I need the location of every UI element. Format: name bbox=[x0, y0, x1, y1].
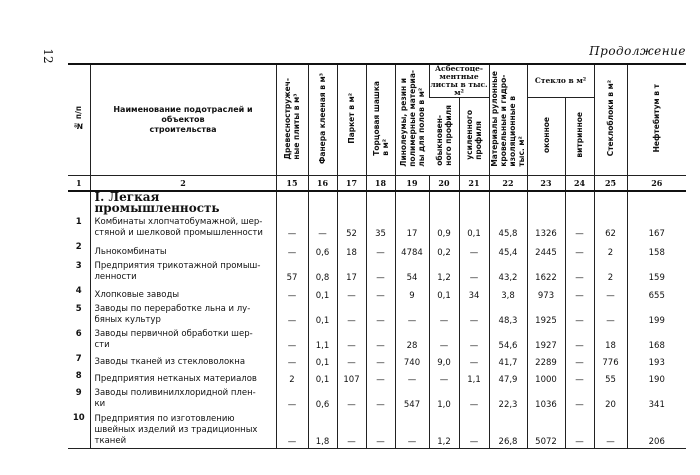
header-c22: Материалы рулонные кровельные и гидро- изоляционные в тыс. м² bbox=[489, 64, 527, 176]
cell-value: — bbox=[276, 327, 308, 352]
cell-value: 1,2 bbox=[429, 411, 459, 448]
row-name: Льнокомбинаты bbox=[90, 240, 276, 259]
row-number: 8 bbox=[75, 371, 82, 381]
header-c18: Торцовая шашка в м² bbox=[366, 64, 395, 176]
cell-value: 0,1 bbox=[308, 369, 337, 386]
col-number: 26 bbox=[627, 176, 686, 192]
cell-value: 52 bbox=[337, 215, 366, 240]
col-number: 15 bbox=[276, 176, 308, 192]
cell-value: 0,1 bbox=[308, 352, 337, 369]
cell-value: — bbox=[366, 284, 395, 302]
col-number: 20 bbox=[429, 176, 459, 192]
col-number: 18 bbox=[366, 176, 395, 192]
cell-value: 168 bbox=[627, 327, 686, 352]
cell-value: — bbox=[366, 369, 395, 386]
cell-value: — bbox=[594, 411, 627, 448]
col-number: 23 bbox=[527, 176, 565, 192]
col-number: 21 bbox=[459, 176, 489, 192]
header-c20: обыкновен- ного профиля bbox=[434, 104, 453, 166]
cell-value: 776 bbox=[594, 352, 627, 369]
cell-value: 57 bbox=[276, 259, 308, 284]
cell-value: — bbox=[366, 386, 395, 411]
cell-value: — bbox=[276, 386, 308, 411]
section-row bbox=[68, 191, 686, 215]
cell-value: 740 bbox=[395, 352, 429, 369]
cell-value: 43,2 bbox=[489, 259, 527, 284]
col-number: 25 bbox=[594, 176, 627, 192]
row-number: 9 bbox=[75, 388, 82, 398]
table-row bbox=[68, 302, 686, 327]
cell-value: 2445 bbox=[527, 240, 565, 259]
cell-value: 0,2 bbox=[429, 240, 459, 259]
cell-value: — bbox=[366, 240, 395, 259]
header-c19: Линолеумы, резин и полимерные материа- лы для полов в м² bbox=[395, 64, 429, 176]
cell-value: — bbox=[565, 352, 594, 369]
cell-value: 62 bbox=[594, 215, 627, 240]
table-row bbox=[68, 369, 686, 386]
cell-value: 547 bbox=[395, 386, 429, 411]
cell-value: — bbox=[594, 302, 627, 327]
row-name: Заводы первичной обработки шер- сти bbox=[90, 327, 276, 352]
cell-value: 45,4 bbox=[489, 240, 527, 259]
cell-value: — bbox=[337, 411, 366, 448]
col-number: 17 bbox=[337, 176, 366, 192]
row-name: Комбинаты хлопчатобумажной, шер- стяной и шелковой промышленности bbox=[90, 215, 276, 240]
cell-value: 0,6 bbox=[308, 240, 337, 259]
row-name: Предприятия нетканых материалов bbox=[90, 369, 276, 386]
cell-value: — bbox=[565, 284, 594, 302]
cell-value: 0,1 bbox=[459, 215, 489, 240]
cell-value: — bbox=[459, 411, 489, 448]
cell-value: 0,1 bbox=[308, 302, 337, 327]
cell-value: 193 bbox=[627, 352, 686, 369]
cell-value: 1927 bbox=[527, 327, 565, 352]
table-row bbox=[68, 284, 686, 302]
row-number: 7 bbox=[75, 354, 82, 364]
cell-value: 1925 bbox=[527, 302, 565, 327]
row-name: Хлопковые заводы bbox=[90, 284, 276, 302]
col-number: 19 bbox=[395, 176, 429, 192]
cell-value: 34 bbox=[459, 284, 489, 302]
cell-value: 20 bbox=[594, 386, 627, 411]
cell-value: 206 bbox=[627, 411, 686, 448]
cell-value: 1326 bbox=[527, 215, 565, 240]
cell-value: 1,1 bbox=[459, 369, 489, 386]
cell-value: 17 bbox=[337, 259, 366, 284]
continuation-label: Продолжение bbox=[589, 44, 686, 58]
cell-value: 9 bbox=[395, 284, 429, 302]
cell-value: 17 bbox=[395, 215, 429, 240]
table-row bbox=[68, 352, 686, 369]
header-c25: Стеклоблоки в м² bbox=[594, 64, 627, 176]
cell-value: — bbox=[276, 240, 308, 259]
row-number: 3 bbox=[75, 261, 82, 271]
page-number: 12 bbox=[41, 48, 55, 64]
row-number: 5 bbox=[75, 304, 82, 314]
cell-value: 1,1 bbox=[308, 327, 337, 352]
cell-value: 47,9 bbox=[489, 369, 527, 386]
cell-value: 159 bbox=[627, 259, 686, 284]
cell-value: 1036 bbox=[527, 386, 565, 411]
cell-value: 1000 bbox=[527, 369, 565, 386]
cell-value: 1,8 bbox=[308, 411, 337, 448]
cell-value: — bbox=[565, 240, 594, 259]
cell-value: — bbox=[337, 386, 366, 411]
cell-value: — bbox=[565, 369, 594, 386]
table-row bbox=[68, 215, 686, 240]
cell-value: — bbox=[276, 352, 308, 369]
cell-value: 54,6 bbox=[489, 327, 527, 352]
cell-value: 1,0 bbox=[429, 386, 459, 411]
cell-value: — bbox=[429, 369, 459, 386]
header-c17: Паркет в м² bbox=[337, 64, 366, 176]
table-row bbox=[68, 259, 686, 284]
cell-value: — bbox=[429, 302, 459, 327]
row-name: Заводы по переработке льна и лу- бяных культур bbox=[90, 302, 276, 327]
cell-value: — bbox=[565, 215, 594, 240]
cell-value: 5072 bbox=[527, 411, 565, 448]
cell-value: 107 bbox=[337, 369, 366, 386]
cell-value: 9,0 bbox=[429, 352, 459, 369]
cell-value: — bbox=[459, 386, 489, 411]
cell-value: 2 bbox=[594, 240, 627, 259]
cell-value: 0,8 bbox=[308, 259, 337, 284]
table-row bbox=[68, 240, 686, 259]
header-name: Наименование подотраслей и объектов строительства bbox=[90, 64, 276, 176]
cell-value: 655 bbox=[627, 284, 686, 302]
cell-value: — bbox=[565, 302, 594, 327]
header-c16: Фанера клееная в м³ bbox=[308, 64, 337, 176]
cell-value: — bbox=[366, 259, 395, 284]
row-name: Предприятия трикотажной промыш- ленности bbox=[90, 259, 276, 284]
cell-value: — bbox=[276, 284, 308, 302]
cell-value: — bbox=[366, 411, 395, 448]
table-row bbox=[68, 386, 686, 411]
cell-value: — bbox=[366, 352, 395, 369]
cell-value: — bbox=[395, 302, 429, 327]
header-c21: усиленного профиля bbox=[459, 98, 489, 176]
row-number: 10 bbox=[68, 411, 90, 448]
row-number: 1 bbox=[75, 217, 82, 227]
row-number: 6 bbox=[75, 329, 82, 339]
row-number: 4 bbox=[75, 286, 82, 296]
row-name: Заводы поливинилхлоридной плен- ки bbox=[90, 386, 276, 411]
col-number: 22 bbox=[489, 176, 527, 192]
cell-value: — bbox=[337, 302, 366, 327]
cell-value: 18 bbox=[594, 327, 627, 352]
cell-value: 55 bbox=[594, 369, 627, 386]
cell-value: — bbox=[366, 302, 395, 327]
cell-value: — bbox=[395, 411, 429, 448]
cell-value: — bbox=[459, 327, 489, 352]
cell-value: — bbox=[429, 327, 459, 352]
cell-value: — bbox=[276, 411, 308, 448]
cell-value: — bbox=[337, 327, 366, 352]
cell-value: — bbox=[337, 352, 366, 369]
cell-value: 2 bbox=[594, 259, 627, 284]
cell-value: 0,1 bbox=[308, 284, 337, 302]
cell-value: 190 bbox=[627, 369, 686, 386]
header-c26: Нефтебитум в т bbox=[627, 64, 686, 176]
cell-value: — bbox=[395, 369, 429, 386]
cell-value: 28 bbox=[395, 327, 429, 352]
header-num: № п/п bbox=[68, 64, 90, 176]
cell-value: 54 bbox=[395, 259, 429, 284]
col-number: 24 bbox=[565, 176, 594, 192]
header-glass-group: Стекло в м² bbox=[527, 64, 594, 98]
cell-value: — bbox=[459, 259, 489, 284]
cell-value: — bbox=[594, 284, 627, 302]
cell-value: 22,3 bbox=[489, 386, 527, 411]
cell-value: 48,3 bbox=[489, 302, 527, 327]
cell-value: 4784 bbox=[395, 240, 429, 259]
section-title: I. Легкая промышленность bbox=[90, 191, 276, 215]
cell-value: — bbox=[337, 284, 366, 302]
row-name: Предприятия по изготовлению швейных изделий из традиционных тканей bbox=[90, 411, 276, 448]
cell-value: 0,1 bbox=[429, 284, 459, 302]
header-asbestos-group: Асбестоце- ментные листы в тыс. м² bbox=[430, 64, 488, 97]
cell-value: 973 bbox=[527, 284, 565, 302]
cell-value: 199 bbox=[627, 302, 686, 327]
row-number: 2 bbox=[75, 242, 82, 252]
cell-value: 2 bbox=[276, 369, 308, 386]
cell-value: — bbox=[459, 302, 489, 327]
table-row bbox=[68, 411, 686, 448]
cell-value: — bbox=[565, 327, 594, 352]
table-row bbox=[68, 327, 686, 352]
cell-value: 41,7 bbox=[489, 352, 527, 369]
cell-value: — bbox=[565, 259, 594, 284]
cell-value: 35 bbox=[366, 215, 395, 240]
cell-value: — bbox=[565, 411, 594, 448]
cell-value: 0,9 bbox=[429, 215, 459, 240]
cell-value: 167 bbox=[627, 215, 686, 240]
cell-value: 26,8 bbox=[489, 411, 527, 448]
header-c23: оконное bbox=[527, 98, 565, 176]
cell-value: — bbox=[366, 327, 395, 352]
cell-value: 45,8 bbox=[489, 215, 527, 240]
materials-table bbox=[68, 63, 686, 449]
cell-value: 0,6 bbox=[308, 386, 337, 411]
cell-value: — bbox=[308, 215, 337, 240]
header-c24: витринное bbox=[565, 98, 594, 176]
col-number: 16 bbox=[308, 176, 337, 192]
header-c15: Древесностружеч- ные плиты в м³ bbox=[276, 64, 308, 176]
cell-value: 341 bbox=[627, 386, 686, 411]
cell-value: — bbox=[565, 386, 594, 411]
cell-value: — bbox=[276, 302, 308, 327]
cell-value: — bbox=[276, 215, 308, 240]
cell-value: — bbox=[459, 240, 489, 259]
column-numbers-row bbox=[68, 176, 686, 192]
cell-value: — bbox=[459, 352, 489, 369]
row-name: Заводы тканей из стекловолокна bbox=[90, 352, 276, 369]
cell-value: 1,2 bbox=[429, 259, 459, 284]
cell-value: 2289 bbox=[527, 352, 565, 369]
col-number: 2 bbox=[90, 176, 276, 192]
cell-value: 1622 bbox=[527, 259, 565, 284]
cell-value: 158 bbox=[627, 240, 686, 259]
col-number: 1 bbox=[68, 176, 90, 192]
cell-value: 3,8 bbox=[489, 284, 527, 302]
cell-value: 18 bbox=[337, 240, 366, 259]
